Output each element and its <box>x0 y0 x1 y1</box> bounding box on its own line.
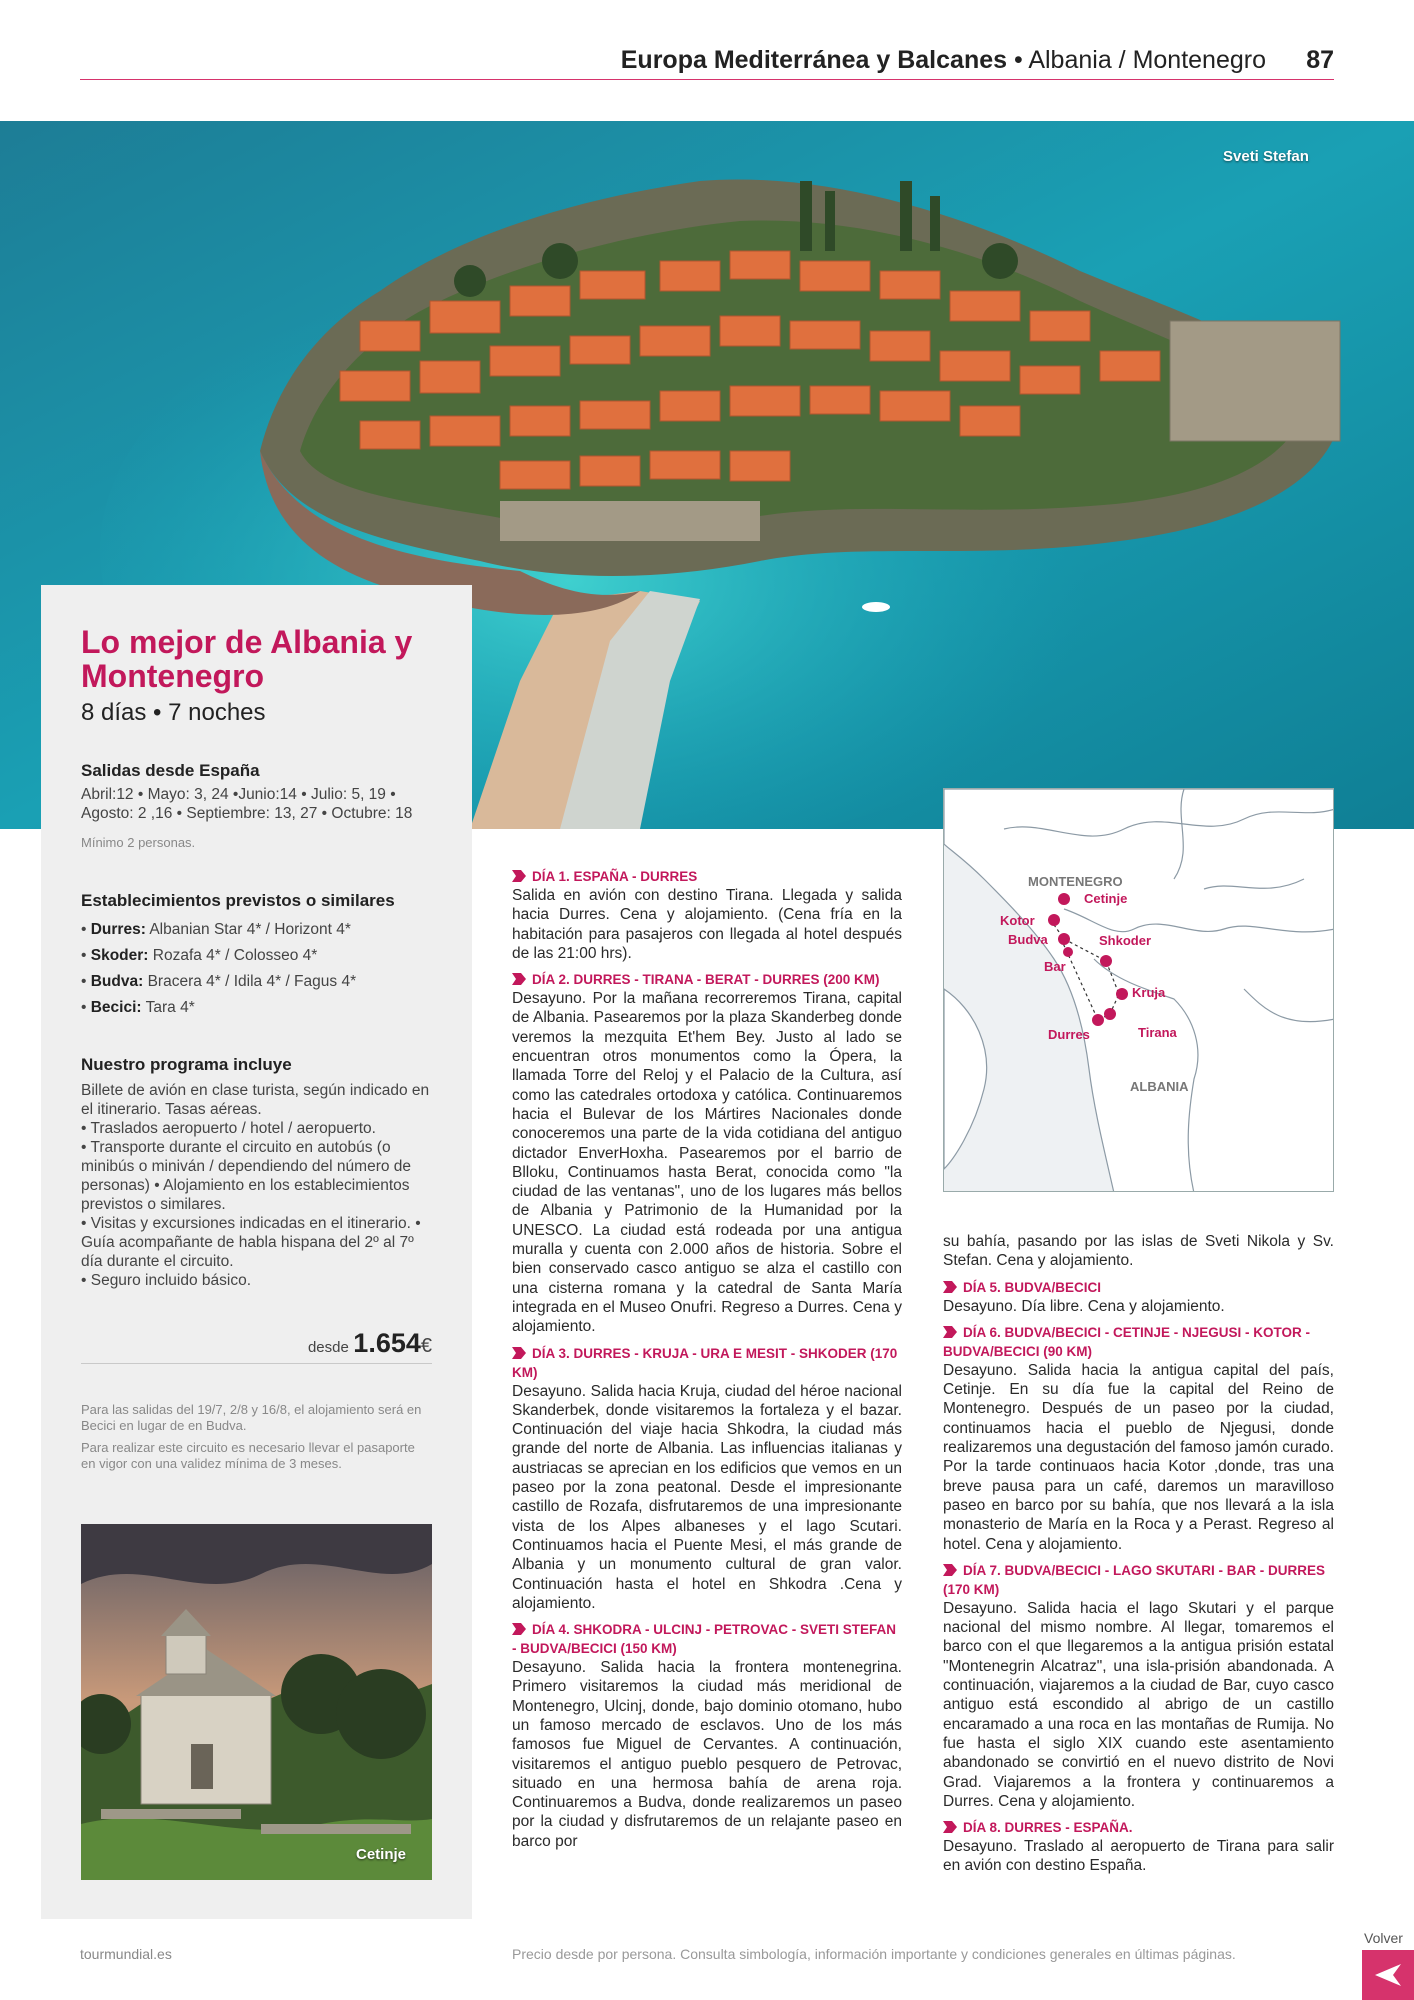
day-text: Desayuno. Salida hacia la antigua capital del país, Cetinje. En su día fue la capital del Reino de Montenegro. Después de un paseo por la ciudad, continuamos hacia el pueblo de Njegusi, donde realizaremos una degustación del famoso jamón curado. Por la tarde continuaos hacia Kotor ,donde, tras una breve pausa para un café, daremos un maravilloso paseo en barco por su bahía, que nos llevará a la isla monasterio de María en la Roca y a Perast. Regreso al hotel. Cena y alojamiento. <box>943 1361 1334 1553</box>
day-text: Desayuno. Salida hacia Kruja, ciudad del héroe nacional Skanderbek, donde visitaremos la fortaleza y el bazar. Continuación del viaje hacia Shkodra, la ciudad más grande del norte de Albania. Las influencias italianas y austriacas se aprecian en los edificios que vemos en un paseo por la zona peatonal. Desde el impresionante castillo de Rozafa, disfrutaremos de una impresionante vista de los Alpes albaneses y el lago Scutari. Continuamos hacia el Puente Mesi, el más grande de Albania y un monumento cultural de gran valor. Continuación hasta el hotel en Shkodra .Cena y alojamiento. <box>512 1382 902 1612</box>
map-dot-budva <box>1058 933 1070 945</box>
trip-info-panel <box>41 585 472 1919</box>
map-dot-kruja <box>1116 988 1128 1000</box>
itinerary-day-4-continued <box>943 1232 1334 1271</box>
includes-section <box>81 1055 432 1290</box>
header-separator: • <box>1013 46 1023 74</box>
departures-heading: Salidas desde España <box>81 761 260 780</box>
page-number: 87 <box>1306 46 1334 74</box>
trip-duration: 8 días • 7 noches <box>81 699 266 726</box>
day-text: Desayuno. Por la mañana recorreremos Tirana, capital de Albania. Pasearemos por la plaza Skanderbeg donde veremos la mezquita Et'hem Bey. Justo al lado se encuentran otros monumentos como la Ópera, la llamada Torre del Reloj y el Palacio de la Cultura, así como las catedrales ortodoxa y católica. Continuaremos hacia el Bulevar de los Mártires Nacionales donde conoceremos una parte de la vida cotidiana del antiguo dictador EnverHoxha. Pasearemos por el barrio de Blloku, Continuamos hasta Berat, conocida como "la ciudad de las ventanas", uno de los lugares más bellos de Albania y Patrimonio de la Humanidad por la UNESCO. La ciudad está rodeada por una antigua muralla y cuenta con 2.000 años de historia. Sobre el bien conservado casco antiguo se alza el castillo con una cisterna romana y la catedral de Santa María integrada en el Museo Onufri. Regreso a Durres. Cena y alojamiento. <box>512 990 902 1336</box>
map-label-budva: Budva <box>1008 932 1048 947</box>
day-title: DÍA 6. BUDVA/BECICI - CETINJE - NJEGUSI - KOTOR - BUDVA/BECICI (90 KM) <box>943 1324 1311 1359</box>
includes-text: Billete de avión en clase turista, según indicado en el itinerario. Tasas aéreas. • Traslados aeropuerto / hotel / aeropuerto. • Transporte durante el circuito en autobús (o minibús o miniván / dependiendo del número de personas) • Alojamiento en los establecimientos previstos o similares. • Visitas y excursiones indicadas en el itinerario. • Guía acompañante de habla hispana del 2º al 7º día durante el circuito. • Seguro incluido básico. <box>81 1082 430 1289</box>
route-map <box>943 788 1334 1192</box>
back-label[interactable]: Volver <box>1364 1930 1403 1946</box>
hotel-item: • Budva: Bracera 4* / Idila 4* / Fagus 4* <box>81 973 357 990</box>
itinerary-day-4 <box>512 1620 902 1851</box>
departures-dates: Abril:12 • Mayo: 3, 24 •Junio:14 • Julio: 5, 19 • Agosto: 2 ,16 • Septiembre: 13, 27 • Octubre: 18 <box>81 786 413 822</box>
hotels-heading: Establecimientos previstos o similares <box>81 891 395 910</box>
route-map-illustration <box>944 789 1334 1192</box>
day-title: DÍA 3. DURRES - KRUJA - URA E MESIT - SHKODER (170 KM) <box>512 1345 898 1380</box>
itinerary-column-2 <box>943 1232 1334 1883</box>
day-title: DÍA 5. BUDVA/BECICI <box>963 1279 1102 1295</box>
hero-caption: Sveti Stefan <box>1223 148 1309 165</box>
day-title: DÍA 8. DURRES - ESPAÑA. <box>963 1820 1133 1836</box>
arrow-right-icon <box>512 973 526 985</box>
map-label-kruja: Kruja <box>1132 985 1166 1000</box>
hotels-list <box>81 917 432 1021</box>
footer-site[interactable]: tourmundial.es <box>80 1946 172 1962</box>
header-countries: Albania / Montenegro <box>1028 46 1266 74</box>
trip-title: Lo mejor de Albania y Montenegro <box>81 624 413 694</box>
day-title: DÍA 2. DURRES - TIRANA - BERAT - DURRES (200 KM) <box>532 972 880 988</box>
hotel-item: • Becici: Tara 4* <box>81 999 195 1016</box>
arrow-right-icon <box>943 1564 957 1576</box>
arrow-right-icon <box>512 870 526 882</box>
header-section: Europa Mediterránea y Balcanes <box>620 46 1008 74</box>
map-label-shkoder: Shkoder <box>1099 933 1152 948</box>
day-title: DÍA 7. BUDVA/BECICI - LAGO SKUTARI - BAR - DURRES (170 KM) <box>943 1562 1326 1597</box>
itinerary-day-7 <box>943 1561 1334 1811</box>
hotel-item: • Durres: Albanian Star 4* / Horizont 4* <box>81 921 351 938</box>
price-currency: € <box>420 1335 432 1357</box>
arrow-right-icon <box>512 1623 526 1635</box>
day-title: DÍA 4. SHKODRA - ULCINJ - PETROVAC - SVETI STEFAN - BUDVA/BECICI (150 KM) <box>512 1622 897 1657</box>
map-dot-tirana <box>1104 1008 1116 1020</box>
day-text: Desayuno. Salida hacia la frontera montenegrina. Primero visitaremos la ciudad más meridional de Montenegro, Ulcinj, donde, bajo dominio otomano, hubo un famoso mercado de esclavos. Uno de los más famosos fue Miguel de Cervantes. A continuación, visitaremos el antiguo pueblo pesquero de Petrovac, situado en una hermosa bahía de arena roja. Continuaremos a Budva, donde realizaremos un paseo por la ciudad y disfrutaremos de un relajante paseo en barco por <box>512 1659 902 1850</box>
page-header <box>80 44 1334 80</box>
map-label-albania: ALBANIA <box>1130 1079 1189 1094</box>
cetinje-illustration <box>81 1524 432 1880</box>
map-label-montenegro: MONTENEGRO <box>1028 874 1123 889</box>
itinerary-column-1 <box>512 867 902 1858</box>
day-text: Desayuno. Salida hacia el lago Skutari y el parque nacional del mismo nombre. Al llegar, tomaremos el barco con el que llegaremos a la antigua prisión estatal "Montenegrin Alcatraz", una isla-prisión abandonada. A continuación, viajaremos a la ciudad de Bar, cuyo casco antiguo está escondido al abrigo de un castillo encaramado a una roca en las montañas de Rumija. No fue hasta el siglo XIX cuando este asentamiento abandonado se convirtió en el nuevo distrito de Novi Grad. Viajaremos a la frontera y continuaremos a Durres. Cena y alojamiento. <box>943 1599 1334 1810</box>
map-label-durres: Durres <box>1048 1027 1090 1042</box>
itinerary-day-5 <box>943 1278 1334 1316</box>
map-dot-cetinje <box>1058 893 1070 905</box>
hotels-section <box>81 891 432 1021</box>
hotel-item: • Skoder: Rozafa 4* / Colosseo 4* <box>81 947 318 964</box>
map-label-kotor: Kotor <box>1000 913 1035 928</box>
day-title: DÍA 1. ESPAÑA - DURRES <box>532 869 698 884</box>
arrow-right-icon <box>943 1326 957 1338</box>
minimum-people: Mínimo 2 personas. <box>81 835 196 850</box>
footer-note: Precio desde por persona. Consulta simbología, información importante y condiciones generales en últimas páginas. <box>512 1946 1236 1962</box>
itinerary-day-6 <box>943 1323 1334 1554</box>
itinerary-day-2 <box>512 970 902 1336</box>
price-from-label: desde <box>307 1339 349 1356</box>
map-dot-kotor <box>1048 914 1060 926</box>
map-dot-shkoder <box>1100 955 1112 967</box>
itinerary-day-8 <box>943 1818 1334 1876</box>
day-text: su bahía, pasando por las islas de Sveti Nikola y Sv. Stefan. Cena y alojamiento. <box>943 1233 1334 1270</box>
back-button[interactable] <box>1362 1950 1414 2000</box>
day-text: Salida en avión con destino Tirana. Llegada y salida hacia Durres. Cena y alojamiento. (Cena fría en la habitación para pasajeros con llegada al hotel después de las 21:00 hrs). <box>512 887 902 962</box>
arrow-right-icon <box>943 1281 957 1293</box>
departures-section <box>81 761 432 851</box>
includes-heading: Nuestro programa incluye <box>81 1055 292 1074</box>
arrow-left-icon <box>1375 1964 1401 1986</box>
map-label-tirana: Tirana <box>1138 1025 1177 1040</box>
itinerary-day-1 <box>512 867 902 963</box>
price-row <box>81 1328 432 1364</box>
arrow-right-icon <box>512 1347 526 1359</box>
map-label-bar: Bar <box>1044 959 1066 974</box>
header-title <box>621 46 1266 75</box>
itinerary-day-3 <box>512 1344 902 1614</box>
arrow-right-icon <box>943 1821 957 1833</box>
map-dot-bar <box>1063 947 1073 957</box>
map-label-cetinje: Cetinje <box>1084 891 1128 906</box>
note-passport: Para realizar este circuito es necesario llevar el pasaporte en vigor con una validez mínima de 3 meses. <box>81 1440 415 1471</box>
note-accommodation: Para las salidas del 19/7, 2/8 y 16/8, el alojamiento será en Becici en lugar de en Budva. <box>81 1402 422 1433</box>
notes-section <box>81 1402 432 1472</box>
day-text: Desayuno. Día libre. Cena y alojamiento. <box>943 1297 1225 1315</box>
cetinje-photo <box>81 1524 432 1880</box>
day-text: Desayuno. Traslado al aeropuerto de Tirana para salir en avión con destino España. <box>943 1838 1334 1875</box>
price-value: 1.654 <box>353 1328 421 1358</box>
cetinje-caption: Cetinje <box>356 1846 407 1863</box>
map-dot-durres <box>1092 1014 1104 1026</box>
